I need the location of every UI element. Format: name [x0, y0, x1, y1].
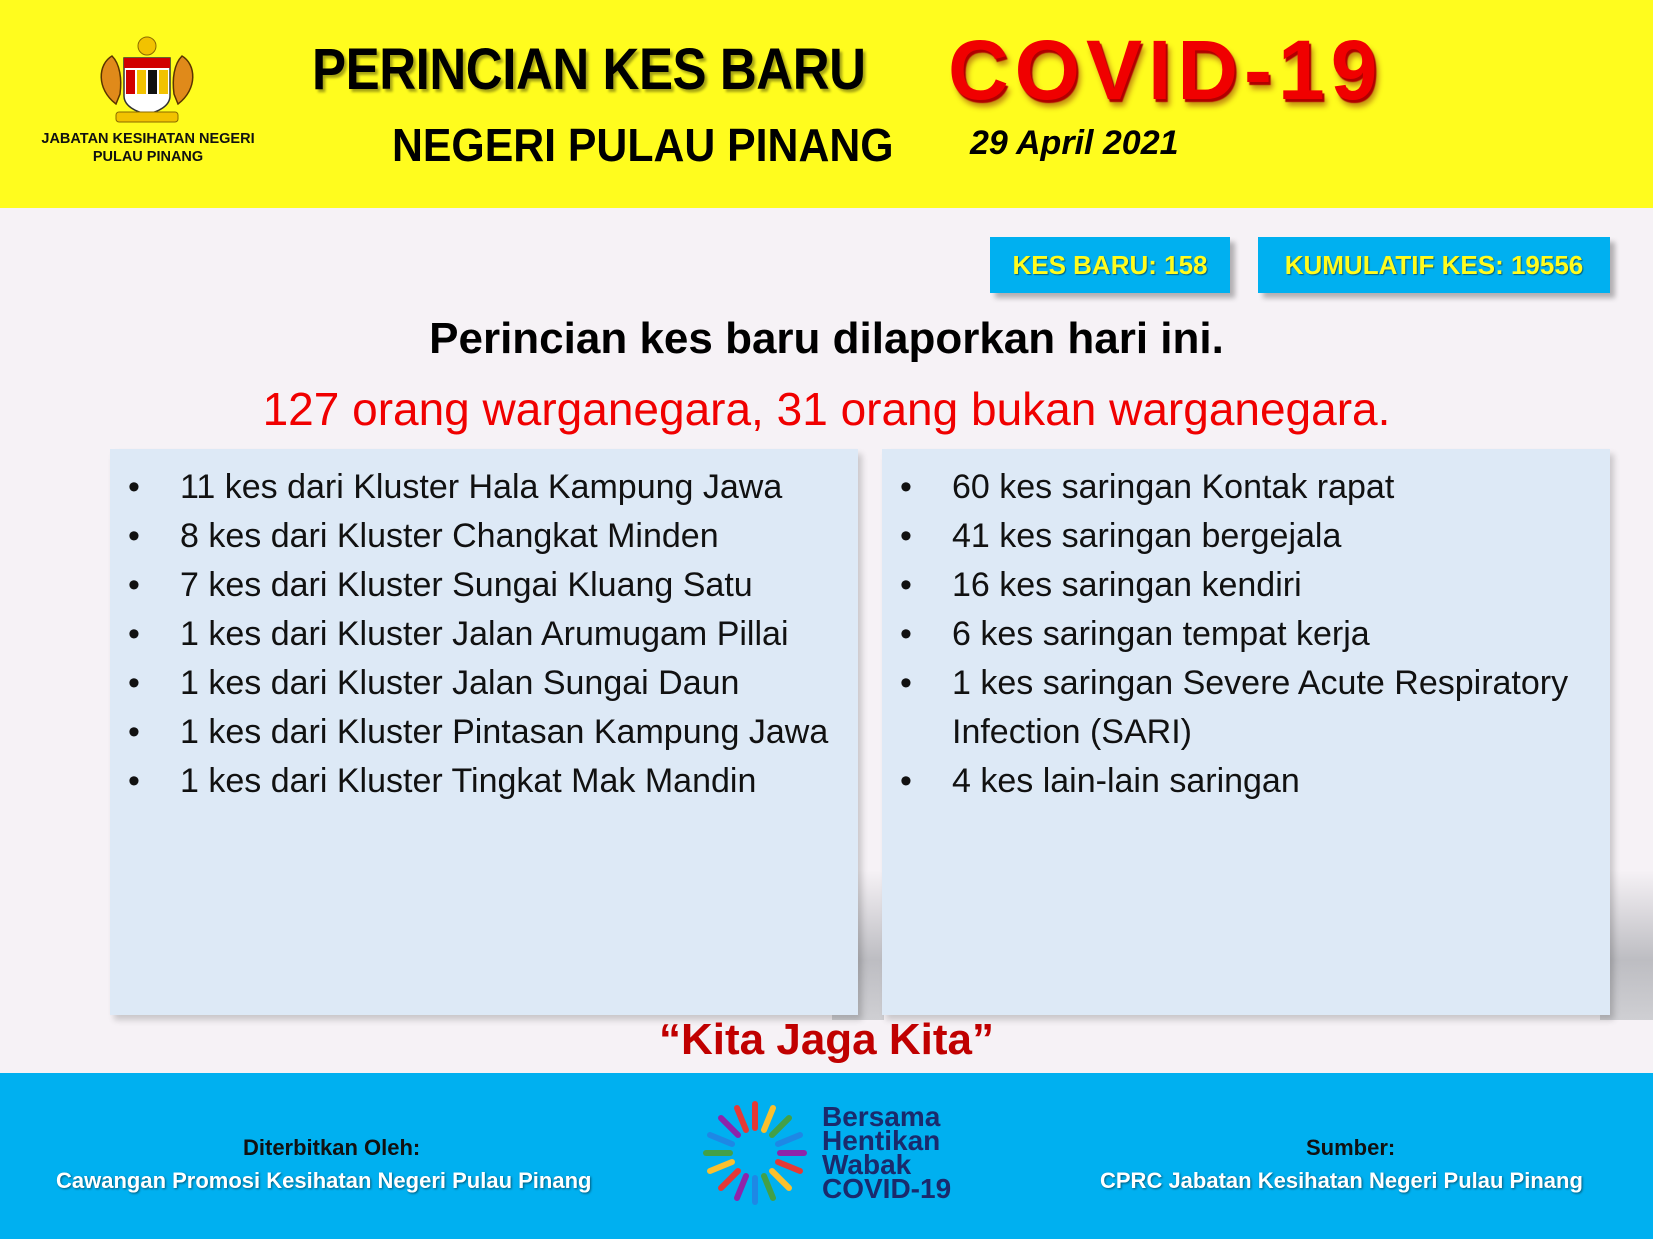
list-item: • 8 kes dari Kluster Changkat Minden [110, 512, 848, 561]
list-item: • 1 kes dari Kluster Jalan Arumugam Pillai [110, 610, 848, 659]
source-name: CPRC Jabatan Kesihatan Negeri Pulau Pinang [1100, 1168, 1583, 1193]
publisher-label: Diterbitkan Oleh: [243, 1135, 421, 1160]
department-name: JABATAN KESIHATAN NEGERI PULAU PINANG [41, 131, 255, 165]
list-item: • 11 kes dari Kluster Hala Kampung Jawa [110, 463, 848, 512]
state-title: NEGERI PULAU PINANG [392, 119, 894, 171]
list-item: • 6 kes saringan tempat kerja [882, 610, 1600, 659]
screening-cases-panel [882, 449, 1610, 1015]
screening-cases-list [882, 449, 1610, 806]
covid-title: COVID-19 [948, 23, 1384, 117]
list-item: • 1 kes saringan Severe Acute Respiratory Infection (SARI) [882, 659, 1600, 757]
summary-heading: Perincian kes baru dilaporkan hari ini. [429, 314, 1224, 363]
logo-line: Wabak [822, 1149, 912, 1180]
coat-of-arms-icon [86, 34, 208, 126]
campaign-logo-icon [700, 1098, 810, 1208]
report-date: 29 April 2021 [970, 124, 1179, 162]
source-label: Sumber: [1306, 1135, 1396, 1160]
cluster-cases-panel [110, 449, 858, 1015]
cumulative-cases-badge: KUMULATIF KES: 19556 [1258, 237, 1610, 293]
list-item: • 16 kes saringan kendiri [882, 561, 1600, 610]
list-item: • 4 kes lain-lain saringan [882, 757, 1600, 806]
slogan: “Kita Jaga Kita” [659, 1015, 994, 1064]
cluster-cases-list [110, 449, 858, 806]
list-item: • 7 kes dari Kluster Sungai Kluang Satu [110, 561, 848, 610]
page-title: PERINCIAN KES BARU [312, 37, 866, 102]
list-item: • 1 kes dari Kluster Pintasan Kampung Jawa [110, 708, 848, 757]
header-banner [0, 0, 1653, 208]
campaign-logo-text [822, 1101, 952, 1204]
logo-line: COVID-19 [822, 1173, 952, 1204]
list-item: • 1 kes dari Kluster Tingkat Mak Mandin [110, 757, 848, 806]
citizenship-breakdown: 127 orang warganegara, 31 orang bukan warganegara. [262, 383, 1391, 435]
new-cases-badge: KES BARU: 158 [990, 237, 1230, 293]
logo-line: Hentikan [822, 1125, 941, 1156]
list-item: • 1 kes dari Kluster Jalan Sungai Daun [110, 659, 848, 708]
publisher-name: Cawangan Promosi Kesihatan Negeri Pulau Pinang [56, 1168, 592, 1193]
list-item: • 41 kes saringan bergejala [882, 512, 1600, 561]
list-item: • 60 kes saringan Kontak rapat [882, 463, 1600, 512]
logo-line: Bersama [822, 1101, 941, 1132]
